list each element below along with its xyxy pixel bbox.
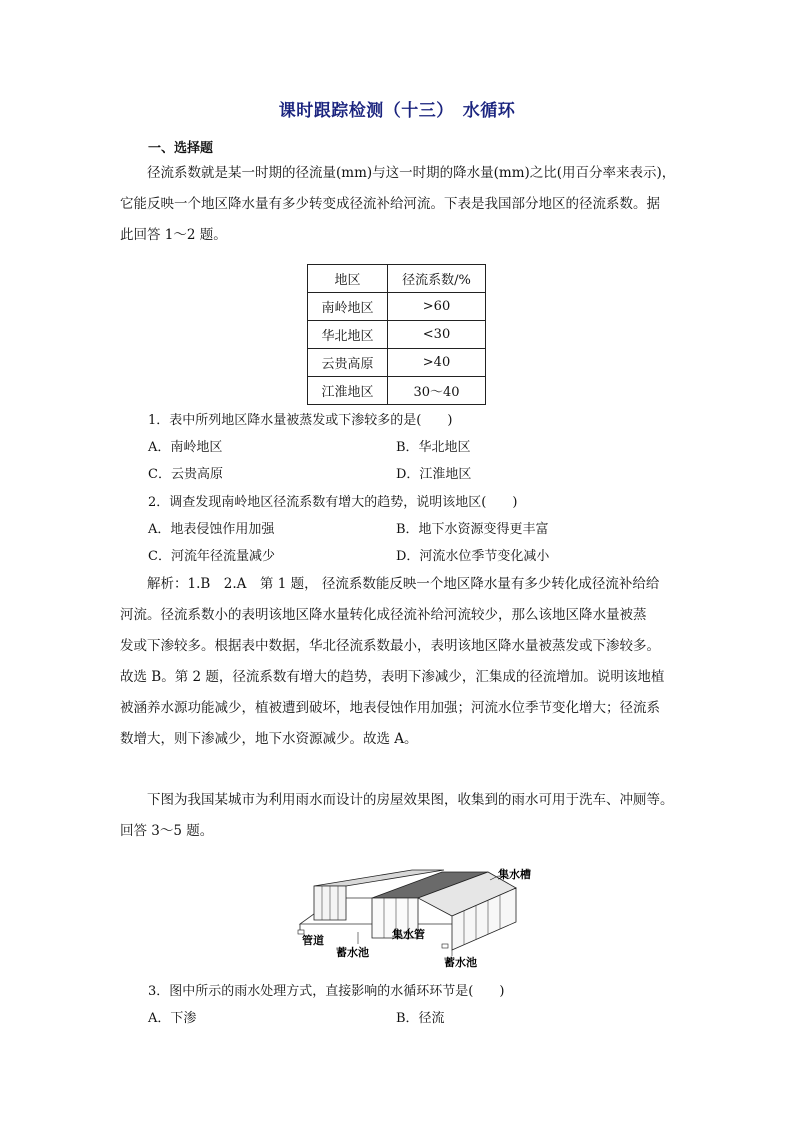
table-cell: 30～40 [388, 377, 486, 405]
table-header-cell: 径流系数/% [388, 265, 486, 293]
text-line: 解析：1.B 2.A 第 1 题， 径流系数能反映一个地区降水量有多少转化成径流补给给 [147, 576, 660, 592]
text-line: 发或下渗较多。根据表中数据，华北径流系数最小，表明该地区降水量被蒸发或下渗较多。 [120, 638, 660, 654]
question-1-stem: 1．表中所列地区降水量被蒸发或下渗较多的是( ) [148, 413, 453, 428]
q2-option-b: B．地下水资源变得更丰富 [396, 522, 549, 537]
q3-option-a: A．下渗 [148, 1011, 197, 1026]
table-cell: >60 [388, 293, 486, 321]
text-line: 径流系数就是某一时期的径流量(mm)与这一时期的降水量(mm)之比(用百分率来表示)， [147, 165, 676, 181]
text-line: 下图为我国某城市为利用雨水而设计的房屋效果图，收集到的雨水可用于洗车、冲厕等。 [147, 792, 674, 808]
q2-option-d: D．河流水位季节变化减小 [396, 549, 550, 564]
table-cell: 南岭地区 [308, 293, 388, 321]
q1-option-c: C．云贵高原 [148, 467, 223, 482]
table-row [308, 293, 486, 321]
text-line: 回答 3～5 题。 [120, 823, 214, 839]
analysis-paragraph [120, 569, 680, 755]
intro-paragraph-2 [120, 785, 680, 847]
label-pool-left: 蓄水池 [336, 946, 369, 959]
label-pipe: 集水管 [392, 928, 425, 941]
table-row [308, 349, 486, 377]
table-cell: <30 [388, 321, 486, 349]
text-line: 被涵养水源功能减少，植被遭到破坏，地表侵蚀作用加强；河流水位季节变化增大；径流系 [120, 700, 660, 716]
pool-marker-right [442, 944, 448, 948]
q1-option-d: D．江淮地区 [396, 467, 472, 482]
q2-option-c: C．河流年径流量减少 [148, 549, 275, 564]
question-2-stem: 2．调查发现南岭地区径流系数有增大的趋势，说明该地区( ) [148, 495, 518, 510]
text-line: 故选 B。第 2 题，径流系数有增大的趋势，表明下渗减少，汇集成的径流增加。说明该地植 [120, 669, 665, 685]
q2-option-a: A．地表侵蚀作用加强 [148, 522, 275, 537]
table-cell: >40 [388, 349, 486, 377]
intro-paragraph-1 [120, 158, 680, 251]
text-line: 它能反映一个地区降水量有多少转变成径流补给河流。下表是我国部分地区的径流系数。据 [120, 196, 660, 212]
runoff-coefficient-table [307, 264, 486, 405]
page-title: 课时跟踪检测（十三） 水循环 [278, 101, 516, 121]
text-line: 此回答 1～2 题。 [120, 227, 227, 243]
table-cell: 云贵高原 [308, 349, 388, 377]
label-gutter: 集水槽 [498, 868, 531, 881]
label-duct: 管道 [302, 934, 324, 947]
question-3-stem: 3．图中所示的雨水处理方式，直接影响的水循环环节是( ) [148, 984, 505, 999]
table-row [308, 377, 486, 405]
text-line: 数增大，则下渗减少，地下水资源减少。故选 A。 [120, 731, 418, 747]
table-cell: 江淮地区 [308, 377, 388, 405]
table-row [308, 321, 486, 349]
table-header-cell: 地区 [308, 265, 388, 293]
section-heading: 一、选择题 [148, 141, 214, 156]
q1-option-a: A．南岭地区 [148, 440, 223, 455]
text-line: 河流。径流系数小的表明该地区降水量转化成径流补给河流较少，那么该地区降水量被蒸 [120, 607, 647, 623]
rainwater-house-figure [292, 858, 542, 970]
q1-option-b: B．华北地区 [396, 440, 471, 455]
q3-option-b: B．径流 [396, 1011, 445, 1026]
table-cell: 华北地区 [308, 321, 388, 349]
table-header-row [308, 265, 486, 293]
label-pool-right: 蓄水池 [444, 956, 477, 969]
